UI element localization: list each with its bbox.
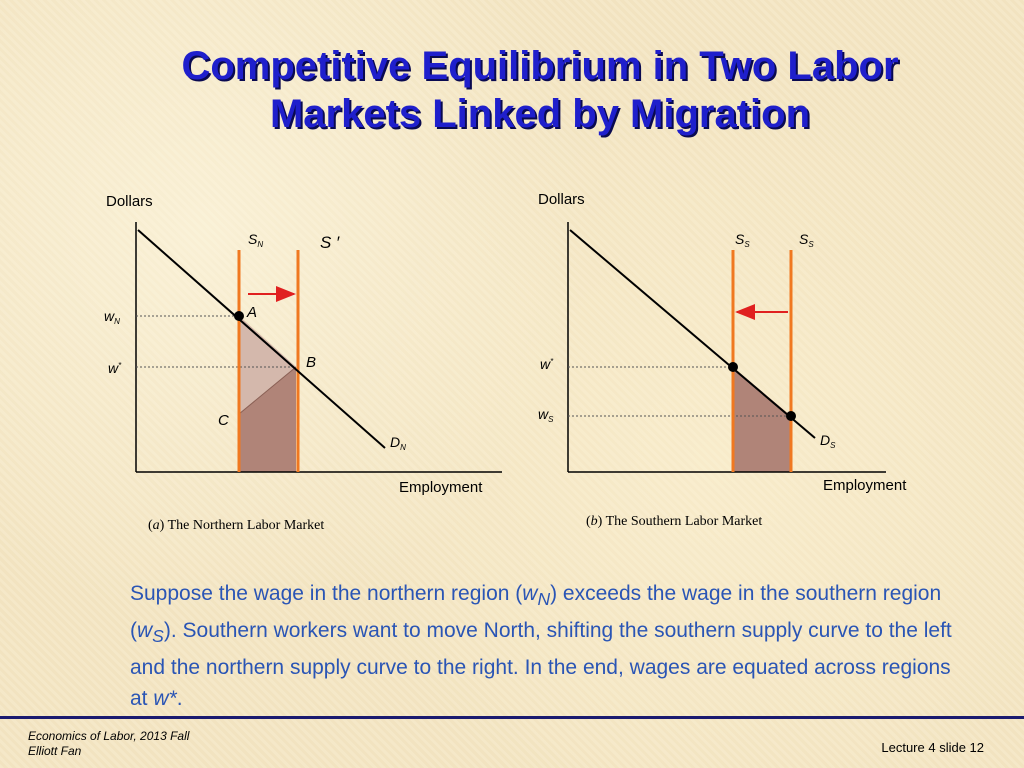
slide-title-line-1: Competitive Equilibrium in Two Labor: [181, 44, 899, 88]
south-initial-dot: [786, 411, 796, 421]
explanation-part-4: .: [176, 687, 183, 711]
north-wage-high-label: $w_N$: [104, 308, 120, 326]
explanation-wstar: w*: [153, 687, 177, 711]
north-point-a-dot: [234, 311, 244, 321]
north-shifted-supply-label: S ′: [320, 233, 340, 252]
south-demand-curve: [570, 230, 815, 438]
north-point-a-label: A: [247, 304, 258, 321]
south-shifted-supply-label: $S_S$: [735, 231, 750, 249]
footer-course: Economics of Labor, 2013 Fall: [28, 729, 190, 743]
south-y-axis-label: Dollars: [538, 191, 585, 208]
south-caption: (b) The Southern Labor Market: [586, 514, 763, 529]
south-wage-eq-label: w*: [540, 356, 554, 372]
footer-divider: [0, 716, 1024, 719]
explanation-ws: $w_S$: [137, 619, 164, 647]
north-supply-label: $S_N$: [248, 231, 264, 249]
explanation-text: [130, 578, 960, 714]
footer-credits: [28, 729, 189, 759]
north-caption: (a) The Northern Labor Market: [148, 518, 325, 533]
south-demand-label: $D_S$: [820, 432, 836, 450]
north-y-axis-label: Dollars: [106, 193, 153, 210]
south-x-axis-label: Employment: [823, 477, 907, 494]
explanation-part-2: ) exceeds the wage in the southern region (: [130, 582, 942, 643]
slide-number: Lecture 4 slide 12: [881, 740, 984, 755]
explanation-wn: $w_N$: [522, 582, 551, 610]
north-point-b-label: B: [306, 354, 317, 371]
explanation-part-1: Suppose the wage in the northern region (: [130, 582, 523, 605]
south-area: [733, 367, 791, 472]
south-equilibrium-dot: [728, 362, 738, 372]
explanation-part-3: ). Southern workers want to move North, shifting the southern supply curve to the left and the northern supply curve to the right. In the end, wages are equated across regions at: [130, 619, 952, 711]
south-supply-label: $S_S$: [799, 231, 814, 249]
north-x-axis-label: Employment: [399, 479, 483, 496]
north-demand-label: $D_N$: [390, 434, 406, 452]
south-wage-low-label: $w_S$: [538, 406, 554, 424]
footer-author: Elliott Fan: [28, 744, 82, 758]
north-panel: [104, 193, 502, 533]
slide-title-line-2: Markets Linked by Migration: [269, 92, 811, 136]
south-panel: [538, 191, 907, 529]
north-point-c-label: C: [218, 412, 229, 429]
north-wage-eq-label: w*: [108, 360, 122, 376]
